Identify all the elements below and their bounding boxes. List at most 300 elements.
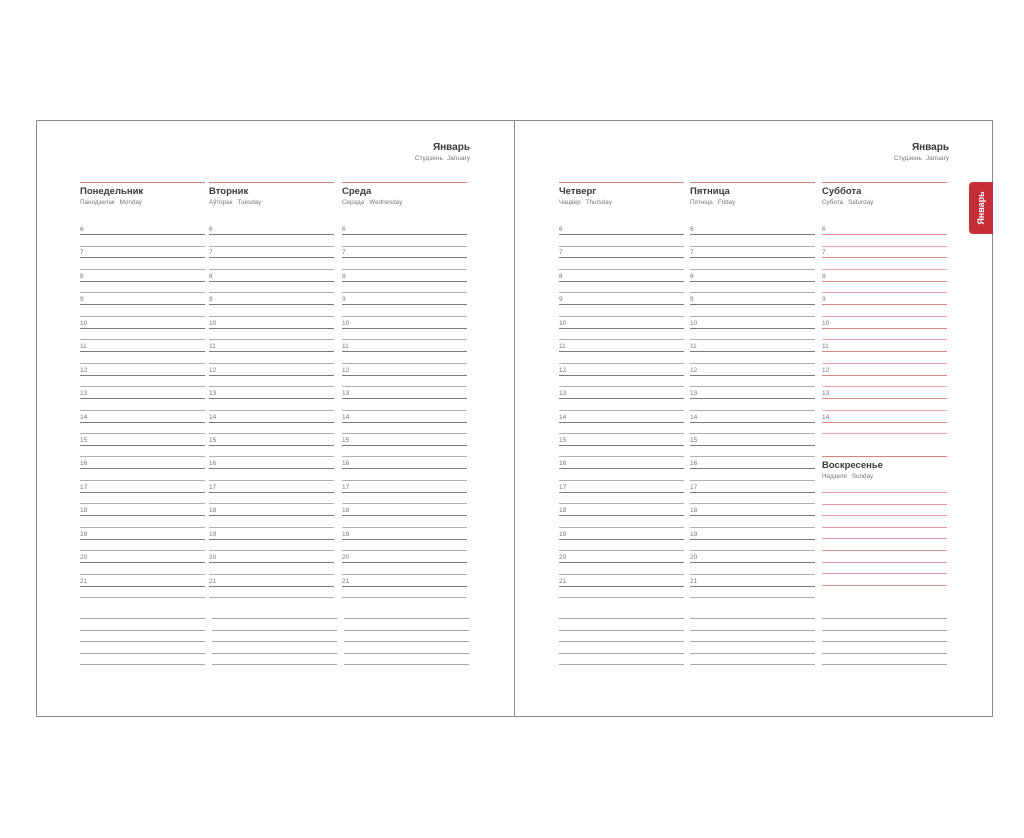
notes-lines-thursday <box>559 618 684 676</box>
hour-label: 8 <box>342 272 346 280</box>
hour-row[interactable] <box>342 338 467 361</box>
month-header <box>415 142 470 164</box>
hour-row[interactable] <box>209 362 334 385</box>
hour-row[interactable] <box>559 432 684 455</box>
right-page <box>515 120 993 717</box>
hour-label: 13 <box>690 390 698 398</box>
hour-row[interactable] <box>209 455 334 478</box>
hour-label: 8 <box>822 272 826 280</box>
write-line <box>690 422 815 423</box>
hour-label: 20 <box>80 554 88 562</box>
write-line <box>80 422 205 423</box>
hour-label: 16 <box>342 460 350 468</box>
hour-label: 14 <box>822 413 830 421</box>
hour-label: 17 <box>342 483 350 491</box>
write-line <box>559 422 684 423</box>
hour-row[interactable] <box>209 502 334 525</box>
write-line <box>559 597 684 598</box>
hour-row[interactable] <box>209 479 334 502</box>
hour-label: 20 <box>559 554 567 562</box>
hour-label: 18 <box>690 507 698 515</box>
hour-rows <box>559 221 684 596</box>
write-line <box>559 562 684 563</box>
hour-row[interactable] <box>559 291 684 314</box>
month-tab-label: Январь <box>976 191 986 225</box>
hour-label: 15 <box>690 436 698 444</box>
hour-row[interactable] <box>822 291 947 314</box>
write-line <box>80 304 205 305</box>
hour-label: 14 <box>209 413 217 421</box>
write-line <box>209 257 334 258</box>
hour-label: 21 <box>559 577 567 585</box>
write-line <box>690 398 815 399</box>
hour-row[interactable] <box>822 268 947 291</box>
write-line <box>80 398 205 399</box>
day-name: Среда <box>342 186 372 197</box>
hour-row[interactable] <box>690 432 815 455</box>
hour-row[interactable] <box>80 526 205 549</box>
hour-row[interactable] <box>559 455 684 478</box>
write-line <box>342 398 467 399</box>
write-line <box>559 351 684 352</box>
hour-label: 7 <box>80 249 84 257</box>
hour-row[interactable] <box>80 549 205 572</box>
write-line <box>559 586 684 587</box>
write-line <box>342 562 467 563</box>
hour-label: 10 <box>690 319 698 327</box>
write-line <box>342 468 467 469</box>
write-line <box>822 398 947 399</box>
write-line <box>690 597 815 598</box>
hour-row[interactable] <box>690 409 815 432</box>
hour-label: 14 <box>80 413 88 421</box>
write-line <box>822 351 947 352</box>
hour-row[interactable] <box>690 479 815 502</box>
day-name: Вторник <box>209 186 249 197</box>
hour-row[interactable] <box>209 573 334 596</box>
hour-label: 17 <box>559 483 567 491</box>
hour-row[interactable] <box>80 338 205 361</box>
write-line <box>342 515 467 516</box>
hour-label: 14 <box>342 413 350 421</box>
write-line <box>342 597 467 598</box>
hour-label: 11 <box>822 343 829 351</box>
write-line <box>342 539 467 540</box>
write-line <box>690 492 815 493</box>
write-line <box>559 468 684 469</box>
hour-label: 15 <box>559 436 567 444</box>
hour-label: 20 <box>209 554 217 562</box>
day-subtitle: Аўторак Tuesday <box>209 199 262 206</box>
hour-label: 6 <box>690 226 694 233</box>
hour-label: 10 <box>342 319 350 327</box>
hour-row[interactable] <box>209 244 334 267</box>
write-line <box>342 586 467 587</box>
hour-rows <box>822 221 947 432</box>
write-line <box>559 398 684 399</box>
hour-row[interactable] <box>690 221 815 244</box>
day-subtitle: Пятніца Friday <box>690 199 736 206</box>
column-top-line <box>822 456 947 457</box>
hour-label: 12 <box>822 366 830 374</box>
day-column-monday <box>80 182 205 585</box>
hour-label: 14 <box>690 413 698 421</box>
hour-label: 17 <box>690 483 698 491</box>
day-subtitle: Чацвер Thursday <box>559 199 612 206</box>
column-top-line <box>690 182 815 183</box>
write-line <box>559 257 684 258</box>
hour-row[interactable] <box>822 221 947 244</box>
write-line <box>690 515 815 516</box>
write-line <box>690 375 815 376</box>
write-line <box>209 492 334 493</box>
hour-label: 10 <box>80 319 88 327</box>
hour-row[interactable] <box>342 479 467 502</box>
hour-row[interactable] <box>80 221 205 244</box>
hour-row[interactable] <box>822 362 947 385</box>
hour-row[interactable] <box>690 338 815 361</box>
hour-row[interactable] <box>342 244 467 267</box>
hour-label: 11 <box>690 343 697 351</box>
day-column-wednesday <box>342 182 467 585</box>
write-line <box>559 281 684 282</box>
write-line <box>209 562 334 563</box>
column-top-line <box>342 182 467 183</box>
hour-row[interactable] <box>80 315 205 338</box>
hour-label: 8 <box>559 272 563 280</box>
hour-label: 16 <box>690 460 698 468</box>
write-line <box>209 351 334 352</box>
hour-row[interactable] <box>559 526 684 549</box>
hour-row[interactable] <box>80 432 205 455</box>
hour-row[interactable] <box>559 268 684 291</box>
hour-label: 19 <box>80 530 88 538</box>
hour-row[interactable] <box>209 432 334 455</box>
write-line <box>822 375 947 376</box>
write-line <box>342 304 467 305</box>
write-line <box>690 586 815 587</box>
hour-row[interactable] <box>559 479 684 502</box>
hour-row[interactable] <box>342 502 467 525</box>
hour-label: 6 <box>559 226 563 233</box>
hour-row[interactable] <box>342 455 467 478</box>
hour-label: 13 <box>342 390 350 398</box>
hour-row[interactable] <box>559 362 684 385</box>
hour-row[interactable] <box>80 385 205 408</box>
day-column-tuesday <box>209 182 334 585</box>
hour-rows <box>80 221 205 596</box>
write-line <box>690 257 815 258</box>
notes-lines-friday <box>690 618 815 676</box>
column-top-line <box>559 182 684 183</box>
hour-row[interactable] <box>80 455 205 478</box>
hour-label: 16 <box>559 460 567 468</box>
hour-label: 6 <box>80 226 84 233</box>
write-line <box>209 375 334 376</box>
column-top-line <box>209 182 334 183</box>
hour-label: 8 <box>80 272 84 280</box>
write-line <box>80 492 205 493</box>
hour-row[interactable] <box>690 291 815 314</box>
write-line <box>559 328 684 329</box>
write-line <box>80 562 205 563</box>
hour-label: 13 <box>559 390 567 398</box>
write-line <box>80 328 205 329</box>
hour-row[interactable] <box>822 244 947 267</box>
column-top-line <box>80 182 205 183</box>
hour-label: 18 <box>342 507 350 515</box>
hour-row[interactable] <box>690 526 815 549</box>
hour-row[interactable] <box>342 291 467 314</box>
hour-label: 9 <box>342 296 346 304</box>
day-subtitle: Нядзеля Sunday <box>822 473 874 480</box>
notes-lines-wednesday <box>344 618 469 676</box>
hour-label: 15 <box>342 436 350 444</box>
hour-row[interactable] <box>690 385 815 408</box>
hour-row[interactable] <box>342 549 467 572</box>
write-line <box>80 468 205 469</box>
hour-row[interactable] <box>559 244 684 267</box>
write-line <box>342 234 467 235</box>
hour-label: 13 <box>209 390 217 398</box>
hour-rows <box>342 221 467 596</box>
hour-label: 16 <box>209 460 217 468</box>
hour-row[interactable] <box>690 502 815 525</box>
write-line <box>822 304 947 305</box>
hour-row[interactable] <box>80 479 205 502</box>
hour-label: 15 <box>80 436 88 444</box>
write-line <box>342 351 467 352</box>
write-line <box>690 468 815 469</box>
hour-label: 17 <box>80 483 88 491</box>
write-line <box>559 492 684 493</box>
hour-row[interactable] <box>690 315 815 338</box>
hour-row[interactable] <box>559 573 684 596</box>
hour-row[interactable] <box>80 502 205 525</box>
write-line <box>80 539 205 540</box>
hour-label: 6 <box>209 226 213 233</box>
hour-row[interactable] <box>342 362 467 385</box>
hour-label: 12 <box>342 366 350 374</box>
hour-row[interactable] <box>690 244 815 267</box>
hour-label: 12 <box>80 366 88 374</box>
hour-row[interactable] <box>822 409 947 432</box>
day-subtitle: Серада Wednesday <box>342 199 403 206</box>
write-line <box>342 445 467 446</box>
hour-label: 18 <box>209 507 217 515</box>
hour-row[interactable] <box>209 291 334 314</box>
hour-label: 10 <box>822 319 830 327</box>
write-line <box>80 375 205 376</box>
hour-row[interactable] <box>690 455 815 478</box>
write-line <box>342 422 467 423</box>
notes-lines-monday <box>80 618 205 676</box>
hour-rows <box>690 221 815 596</box>
hour-label: 14 <box>559 413 567 421</box>
day-subtitle: Панядзелак Monday <box>80 199 143 206</box>
hour-row[interactable] <box>690 362 815 385</box>
hour-row[interactable] <box>559 549 684 572</box>
hour-row[interactable] <box>80 268 205 291</box>
hour-rows <box>209 221 334 596</box>
day-subtitle: Субота Saturday <box>822 199 874 206</box>
write-line <box>822 433 947 434</box>
write-line <box>690 562 815 563</box>
hour-row[interactable] <box>342 385 467 408</box>
hour-row[interactable] <box>559 502 684 525</box>
write-line <box>342 328 467 329</box>
month-name: Январь <box>911 142 949 153</box>
day-name: Четверг <box>559 186 597 197</box>
hour-label: 20 <box>690 554 698 562</box>
hour-row[interactable] <box>209 526 334 549</box>
hour-label: 11 <box>209 343 216 351</box>
hour-label: 21 <box>80 577 88 585</box>
hour-label: 9 <box>822 296 826 304</box>
write-line <box>209 422 334 423</box>
notes-lines-tuesday <box>212 618 337 676</box>
hour-label: 11 <box>80 343 87 351</box>
hour-label: 9 <box>80 296 84 304</box>
hour-row[interactable] <box>822 315 947 338</box>
hour-label: 16 <box>80 460 88 468</box>
write-line <box>80 234 205 235</box>
hour-row[interactable] <box>209 221 334 244</box>
hour-row[interactable] <box>342 526 467 549</box>
write-line <box>559 539 684 540</box>
write-line <box>559 445 684 446</box>
hour-row[interactable] <box>209 338 334 361</box>
column-top-line <box>822 182 947 183</box>
hour-label: 12 <box>209 366 217 374</box>
write-line <box>342 375 467 376</box>
write-line <box>80 257 205 258</box>
day-column-thursday <box>559 182 684 585</box>
day-name: Воскресенье <box>822 460 883 471</box>
write-line <box>209 597 334 598</box>
hour-row[interactable] <box>80 573 205 596</box>
hour-row[interactable] <box>342 221 467 244</box>
month-subtitle: Студзень January <box>893 155 949 162</box>
hour-row[interactable] <box>559 409 684 432</box>
hour-label: 7 <box>690 249 694 257</box>
hour-row[interactable] <box>559 338 684 361</box>
hour-label: 11 <box>559 343 566 351</box>
hour-label: 10 <box>559 319 567 327</box>
hour-row[interactable] <box>822 385 947 408</box>
hour-row[interactable] <box>690 268 815 291</box>
hour-label: 7 <box>342 249 346 257</box>
hour-label: 13 <box>80 390 88 398</box>
hour-row[interactable] <box>559 385 684 408</box>
hour-label: 12 <box>559 366 567 374</box>
write-line <box>342 257 467 258</box>
notes-lines-saturday <box>822 618 947 676</box>
hour-label: 21 <box>690 577 698 585</box>
hour-row[interactable] <box>559 315 684 338</box>
write-line <box>209 328 334 329</box>
write-line <box>80 586 205 587</box>
hour-row[interactable] <box>80 291 205 314</box>
write-line <box>209 515 334 516</box>
hour-row[interactable] <box>342 268 467 291</box>
write-line <box>209 304 334 305</box>
hour-label: 21 <box>342 577 350 585</box>
write-line <box>690 234 815 235</box>
write-line <box>209 539 334 540</box>
write-line <box>559 304 684 305</box>
hour-label: 18 <box>559 507 567 515</box>
day-name: Понедельник <box>80 186 144 197</box>
hour-row[interactable] <box>342 432 467 455</box>
hour-row[interactable] <box>690 549 815 572</box>
write-line <box>690 328 815 329</box>
write-line <box>209 586 334 587</box>
write-line <box>690 304 815 305</box>
hour-row[interactable] <box>209 409 334 432</box>
hour-row[interactable] <box>209 385 334 408</box>
hour-label: 19 <box>559 530 567 538</box>
hour-label: 11 <box>342 343 349 351</box>
write-line <box>80 351 205 352</box>
write-line <box>342 281 467 282</box>
hour-label: 7 <box>822 249 826 257</box>
sunday-lines <box>822 492 947 586</box>
hour-row[interactable] <box>822 338 947 361</box>
month-tab-january[interactable] <box>969 182 993 234</box>
hour-row[interactable] <box>342 315 467 338</box>
write-line <box>342 492 467 493</box>
hour-row[interactable] <box>80 362 205 385</box>
hour-label: 21 <box>209 577 217 585</box>
hour-label: 9 <box>559 296 563 304</box>
write-line <box>822 234 947 235</box>
write-line <box>209 234 334 235</box>
write-line <box>822 328 947 329</box>
hour-row[interactable] <box>80 409 205 432</box>
hour-row[interactable] <box>559 221 684 244</box>
day-column-friday <box>690 182 815 585</box>
hour-row[interactable] <box>342 409 467 432</box>
write-line <box>690 351 815 352</box>
write-line <box>822 257 947 258</box>
write-line <box>80 281 205 282</box>
write-line <box>690 539 815 540</box>
left-page <box>36 120 514 717</box>
write-line <box>822 422 947 423</box>
hour-row[interactable] <box>209 549 334 572</box>
write-line <box>80 597 205 598</box>
hour-label: 17 <box>209 483 217 491</box>
hour-row[interactable] <box>209 268 334 291</box>
write-line <box>690 281 815 282</box>
write-line <box>80 515 205 516</box>
hour-label: 8 <box>690 272 694 280</box>
day-name: Суббота <box>822 186 862 197</box>
hour-label: 10 <box>209 319 217 327</box>
hour-row[interactable] <box>690 573 815 596</box>
hour-row[interactable] <box>209 315 334 338</box>
hour-label: 9 <box>209 296 213 304</box>
day-column-saturday <box>822 182 947 421</box>
month-name: Январь <box>432 142 470 153</box>
write-line <box>80 445 205 446</box>
hour-row[interactable] <box>80 244 205 267</box>
hour-label: 6 <box>342 226 346 233</box>
hour-label: 6 <box>822 226 826 233</box>
hour-row[interactable] <box>342 573 467 596</box>
write-line <box>209 398 334 399</box>
